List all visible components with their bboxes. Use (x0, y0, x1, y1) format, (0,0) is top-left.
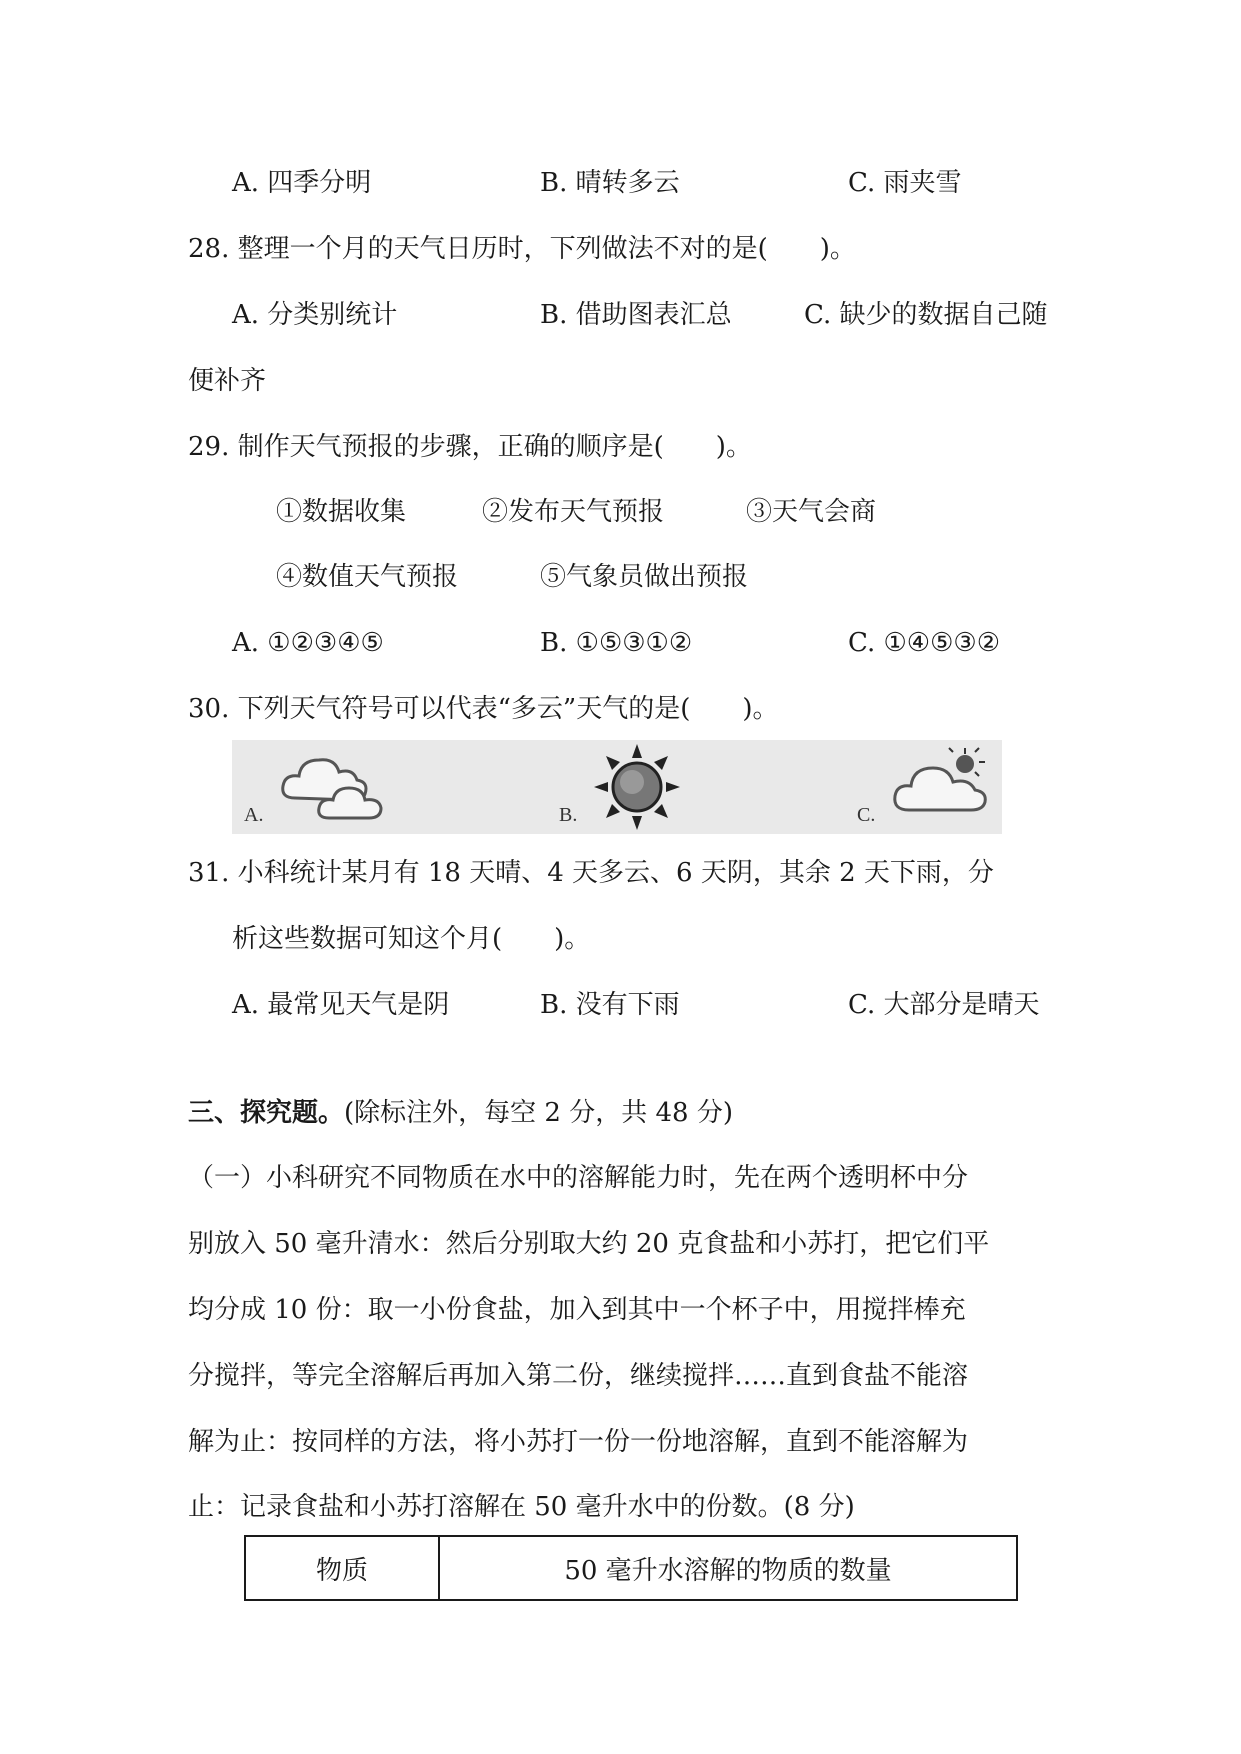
q29-step-1: ①数据收集 (276, 497, 407, 527)
q31-option-c: C. 大部分是晴天 (848, 990, 1040, 1020)
q28-option-c-line1: C. 缺少的数据自己随 (804, 300, 1048, 330)
sun-icon (592, 742, 682, 832)
q31-option-b: B. 没有下雨 (540, 990, 680, 1020)
paragraph-line-5: 解为止：按同样的方法，将小苏打一份一份地溶解，直到不能溶解为 (188, 1427, 969, 1457)
q31-option-a: A. 最常见天气是阴 (232, 990, 450, 1020)
table-header-substance: 物质 (245, 1536, 439, 1600)
weather-symbols-image (232, 740, 1002, 834)
q29-step-4: ④数值天气预报 (276, 562, 459, 592)
q27-option-a: A. 四季分明 (232, 168, 372, 198)
q29-step-3: ③天气会商 (746, 497, 877, 527)
two-clouds-icon (277, 748, 397, 826)
q27-option-c: C. 雨夹雪 (848, 168, 962, 198)
q29-step-5: ⑤气象员做出预报 (540, 562, 749, 592)
paragraph-line-3: 均分成 10 份：取一小份食盐，加入到其中一个杯子中，用搅拌棒充 (188, 1295, 966, 1325)
symbol-label-c: C. (857, 804, 876, 826)
q31-stem-line2: 析这些数据可知这个月( )。 (232, 924, 591, 954)
q29-option-b: B. ①⑤③①② (540, 628, 693, 658)
paragraph-line-1: （一）小科研究不同物质在水中的溶解能力时，先在两个透明杯中分 (188, 1163, 969, 1193)
symbol-label-b: B. (559, 804, 578, 826)
q28-stem: 28. 整理一个月的天气日历时，下列做法不对的是( )。 (188, 234, 856, 264)
paragraph-line-2: 别放入 50 毫升清水：然后分别取大约 20 克食盐和小苏打，把它们平 (188, 1229, 990, 1259)
section-scoring-note: (除标注外，每空 2 分，共 48 分) (344, 1098, 733, 1128)
q28-option-a: A. 分类别统计 (232, 300, 398, 330)
q27-option-b: B. 晴转多云 (540, 168, 680, 198)
q29-step-2: ②发布天气预报 (482, 497, 665, 527)
solubility-table (244, 1535, 1018, 1601)
paragraph-line-4: 分搅拌，等完全溶解后再加入第二份，继续搅拌……直到食盐不能溶 (188, 1361, 969, 1391)
q31-stem-line1: 31. 小科统计某月有 18 天晴、4 天多云、6 天阴，其余 2 天下雨，分 (188, 858, 994, 888)
cloud-with-sun-icon (887, 744, 997, 824)
section-title: 三、探究题。 (188, 1098, 345, 1128)
symbol-label-a: A. (244, 804, 264, 826)
q29-option-a: A. ①②③④⑤ (232, 628, 384, 658)
table-header-amount: 50 毫升水溶解的物质的数量 (439, 1536, 1017, 1600)
q30-stem: 30. 下列天气符号可以代表“多云”天气的是( )。 (188, 694, 779, 724)
paragraph-line-6: 止：记录食盐和小苏打溶解在 50 毫升水中的份数。(8 分) (188, 1492, 855, 1522)
q29-option-c: C. ①④⑤③② (848, 628, 1001, 658)
table-header-row (245, 1536, 1017, 1600)
q28-option-c-line2: 便补齐 (188, 366, 267, 396)
section-heading (188, 1100, 733, 1126)
q29-stem: 29. 制作天气预报的步骤，正确的顺序是( )。 (188, 432, 752, 462)
q28-option-b: B. 借助图表汇总 (540, 300, 732, 330)
